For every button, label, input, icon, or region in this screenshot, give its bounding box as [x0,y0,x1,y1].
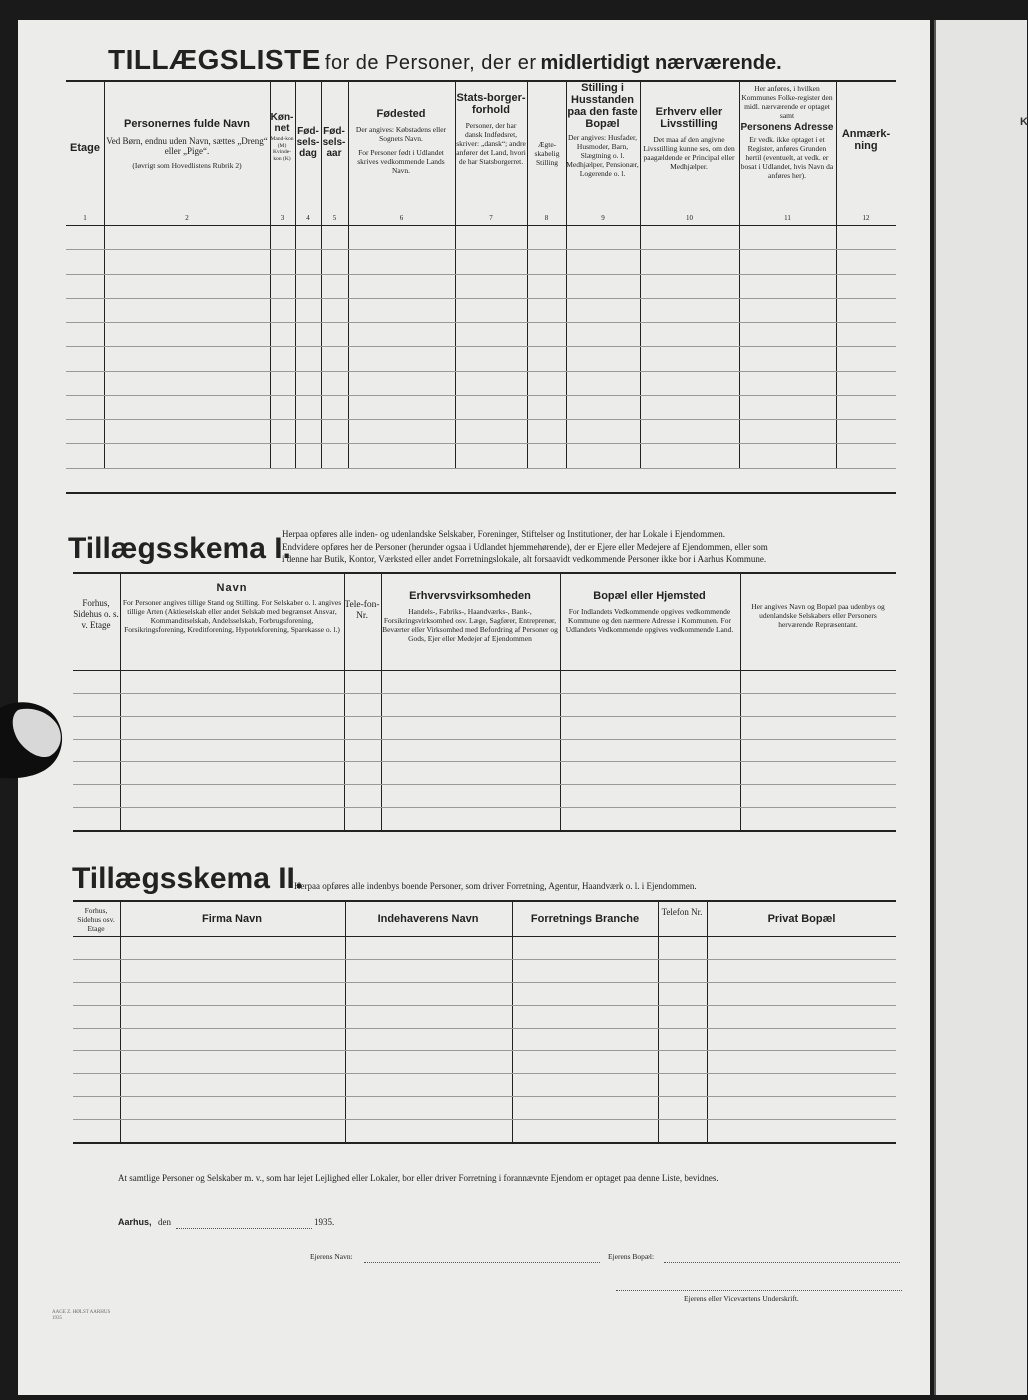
s1-col-repraesentant: Her angives Navn og Bopæl paa udenbys og udenlandske Selskabers eller Personers herværende Repræsentant. [751,602,885,629]
row-line[interactable] [73,1028,896,1029]
row-line[interactable] [66,443,896,444]
col-citizenship-header: Stats-borger-forhold Personer, der har dansk Indfødsret, skriver: „dansk“; andre anfører det Land, hvori de har Statsborgerret. [456,92,526,166]
s2-col-telefon: Telefon Nr. [661,907,703,917]
row-line[interactable] [73,1050,896,1051]
s2-col-bopael: Privat Bopæl [767,913,836,925]
row-line[interactable] [73,959,896,960]
col-num: 1 [83,214,87,222]
row-line[interactable] [73,784,896,785]
s2-col-indehaver: Indehaverens Navn [377,913,479,925]
column-divider [345,900,346,1142]
column-divider [120,900,121,1142]
row-line[interactable] [66,395,896,396]
col-occupation-header: Erhverv eller Livsstilling Det maa af den angivne Livsstilling kunne ses, om den paagældende er Principal eller Medhjælper. [643,106,735,171]
row-line[interactable] [73,739,896,740]
col-remark-header: Anmærk-ning [841,128,891,152]
row-line[interactable] [66,346,896,347]
row-line[interactable] [73,1096,896,1097]
printer-mark: AAGE Z. HØLST AARHUS 1935 [52,1310,111,1321]
row-line[interactable] [73,1119,896,1120]
row-line[interactable] [73,761,896,762]
col-num: 8 [544,214,549,222]
col-num: 6 [399,214,404,222]
s2-col-firma: Firma Navn [202,913,262,925]
date-den-label: den [158,1217,171,1227]
col-etage-header: Etage [70,142,100,154]
column-divider [740,572,741,830]
column-divider [658,900,659,1142]
row-line[interactable] [73,716,896,717]
s1-col-erhverv: Erhvervsvirksomheden Handels-, Fabriks-, Haandværks-, Bank-, Forsikringsvirksomhed osv. Læge, Sagfører, Entreprenør, Beværter eller Virksomhed med Befordring af Personer og Gods, Ejer eller Medejer af Ejendommen [382,590,558,643]
row-line[interactable] [73,807,896,808]
col-address-header: Her anføres, i hvilken Kommunes Folke-register den midl. nærværende er optaget samt Personens Adresse Er vedk. ikke optaget i et Register, anføres Grunden hertil (eventuelt, at vedk. er bosat i Udlandet, hvis Navn da anføres her). [740,84,834,180]
skema1-description: Herpaa opføres alle inden- og udenlandske Selskaber, Foreninger, Stiftelser og Institutioner, der har Lokale i Ejendommen. Endvidere opføres her de Personer (herunder ogsaa i Udlandet hjemmehørende), der er Ejere eller Medejere af Ejendommen, eller som i denne har Butik, Kontor, Værksted eller andet Forretningslokale, alt forsaavidt vedkommende Personer ikke bor i Aarhus Kommune. [282,529,768,565]
column-divider [512,900,513,1142]
row-line[interactable] [66,298,896,299]
col-birthyear-header: Fød-sels-aar [322,126,346,159]
adjacent-page-edge-letter: K [1020,116,1028,128]
col-num: 5 [332,214,337,222]
s1-col-etage: Forhus, Sidehus o. s. v. Etage [73,598,119,630]
form-page [18,20,930,1395]
city-label: Aarhus, [118,1217,152,1227]
row-line[interactable] [66,249,896,250]
adjacent-page [934,20,1027,1395]
s2-col-etage: Forhus, Sidehus osv. Etage [77,906,115,933]
s2-col-branche: Forretnings Branche [530,913,640,925]
row-line[interactable] [66,274,896,275]
title-main: TILLÆGSLISTE [108,44,321,75]
row-line[interactable] [66,322,896,323]
skema2-description: Herpaa opføres alle indenbys boende Personer, som driver Forretning, Agentur, Haandværk o. l. i Ejendommen. [294,881,697,891]
owner-address-label: Ejerens Bopæl: [608,1252,655,1261]
s1-col-navn: Navn For Personer angives tillige Stand og Stilling. For Selskaber o. l. angives tillige Arten (Aktieselskab eller andet Selskab med begrænset Ansvar, Kommanditselskab, Andelsselskab, Forbrugsforening, Forsikringsforening, Kreditforening, Hypotekforening, Sparekasse o. l.) [122,582,342,634]
col-kon-header: Køn-net Mand-kon (M) Kvinde-kon (K) [270,112,294,162]
row-line[interactable] [73,1005,896,1006]
row-line[interactable] [73,982,896,983]
col-marital-header: Ægte-skabelig Stilling [534,140,560,167]
title-bold: midlertidigt nærværende. [540,52,782,74]
row-line[interactable] [66,371,896,372]
col-birthplace-header: Fødested Der angives: Købstadens eller Sognets Navn. For Personer født i Udlandet skrives vedkommende Lands Navn. [355,108,447,175]
owner-address-line[interactable] [664,1262,900,1263]
row-line[interactable] [73,693,896,694]
title-middle: for de Personer, der er [324,52,537,74]
s1-col-bopael: Bopæl eller Hjemsted For Indlandets Vedkommende opgives vedkommende Kommune og den nærmere Adresse i Kommunen. For Udlandets Vedkommende opgives vedkommende Land. [565,590,734,634]
skema1-title: Tillægsskema I. [68,532,291,565]
col-num: 3 [280,214,285,222]
col-birthday-header: Fød-sels-dag [296,126,320,159]
col-num: 2 [185,214,189,222]
column-divider [707,900,708,1142]
row-line[interactable] [66,419,896,420]
col-num: 7 [489,214,493,222]
col-num: 4 [306,214,310,222]
col-num: 9 [601,214,605,222]
row-line[interactable] [66,468,896,469]
col-household-header: Stilling i Husstanden paa den faste Bopæl Der angives: Husfader, Husmoder, Barn, Slægtning o. l. Medhjælper, Pensionær, Logerende o. l. [566,82,639,178]
col-name-header: Personernes fulde Navn Ved Børn, endnu uden Navn, sættes „Dreng“ eller „Pige“. (Iøvrigt som Hovedlistens Rubrik 2) [106,118,268,170]
row-line[interactable] [73,1073,896,1074]
signature-line[interactable] [616,1290,902,1291]
col-num: 11 [784,214,791,222]
signature-label: Ejerens eller Viceværtens Underskrift. [684,1294,799,1303]
date-line[interactable] [176,1228,312,1229]
s1-col-telefon: Tele-fon-Nr. [344,600,380,622]
col-num: 12 [862,214,870,222]
owner-name-line[interactable] [364,1262,600,1263]
skema2-title: Tillægsskema II. [72,862,304,895]
owner-name-label: Ejerens Navn: [310,1252,353,1261]
year-label: 1935. [314,1217,335,1227]
thumb-image [0,700,66,780]
form-title [108,44,782,76]
declaration-text: At samtlige Personer og Selskaber m. v., som har lejet Lejlighed eller Lokaler, bor eller driver Forretning i forannævnte Ejendom er optaget paa denne Liste, bevidnes. [118,1173,719,1183]
col-num: 10 [686,214,693,222]
